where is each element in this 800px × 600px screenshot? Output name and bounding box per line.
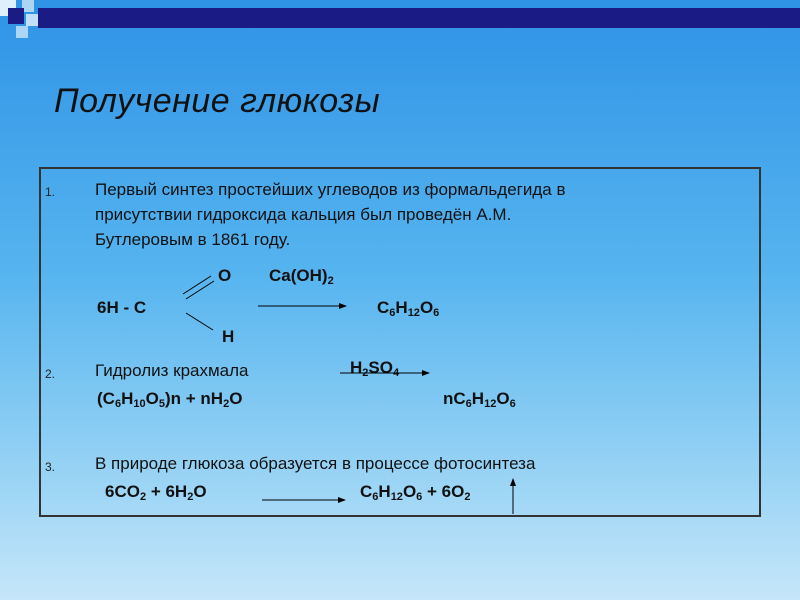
top-decoration-bar (0, 0, 800, 30)
formula-part: H (378, 482, 391, 501)
photosynthesis-reactants (105, 482, 207, 503)
top-dark-strip (38, 8, 800, 28)
formula-part: C (360, 482, 373, 501)
formula-part: + 6O (422, 482, 465, 501)
formaldehyde-oxygen: O (218, 266, 232, 285)
subscript: 12 (390, 491, 403, 503)
text-line: Бутлеровым в 1861 году. (95, 230, 291, 249)
text-line: Первый синтез простейших углеводов из формальдегида в (95, 180, 566, 199)
subscript: 12 (484, 398, 497, 410)
formula-part: O (496, 389, 510, 408)
formula-part: H (471, 389, 485, 408)
subscript: 5 (158, 398, 165, 410)
subscript: 6 (389, 307, 396, 319)
subscript: 6 (509, 398, 516, 410)
subscript: 6 (416, 491, 423, 503)
decor-square (16, 26, 28, 38)
formula-part: C (377, 298, 390, 317)
subscript: 2 (139, 491, 147, 503)
subscript: 2 (223, 398, 230, 410)
slide-title: Получение глюкозы (54, 82, 381, 120)
list-number: 3. (45, 460, 56, 474)
subscript: 6 (465, 398, 472, 410)
catalyst-sulfuric-acid (350, 358, 399, 379)
subscript: 6 (114, 398, 122, 410)
formaldehyde-hydrogen: H (222, 327, 235, 346)
formula-part: 6CO (105, 482, 140, 501)
subscript: 4 (392, 367, 400, 379)
formula-part: + 6H (146, 482, 188, 501)
subscript: 2 (327, 275, 334, 287)
formaldehyde-reactant: 6H - C (97, 298, 147, 317)
formula-part: (C (97, 389, 115, 408)
list-item-text (95, 177, 565, 252)
formula-part: H (121, 389, 134, 408)
decor-square (26, 14, 38, 26)
list-number: 2. (45, 367, 56, 381)
formula-part: O (402, 482, 417, 501)
formula-part: H (350, 358, 363, 377)
decor-square (8, 8, 24, 24)
formula-part: SO (368, 358, 393, 377)
catalyst-calcium-hydroxide (269, 266, 334, 287)
subscript: 10 (133, 398, 146, 410)
list-item-text: В природе глюкоза образуется в процессе фотосинтеза (95, 454, 536, 473)
formula-part: H (395, 298, 408, 317)
photosynthesis-products (360, 482, 470, 503)
starch-reactant (97, 389, 242, 410)
glucose-product (443, 389, 516, 410)
subscript: 6 (433, 307, 440, 319)
glucose-product (377, 298, 439, 319)
formula-part: O (193, 482, 207, 501)
formula-part: nC (443, 389, 466, 408)
subscript: 2 (187, 491, 194, 503)
list-number: 1. (45, 185, 56, 199)
subscript: 2 (362, 367, 369, 379)
formula-part: O (419, 298, 434, 317)
formula-part: )n + nH (164, 389, 224, 408)
formula-part: O (229, 389, 243, 408)
subscript: 12 (407, 307, 420, 319)
catalyst-formula: Ca(OH) (269, 266, 328, 285)
list-item-text: Гидролиз крахмала (95, 361, 249, 380)
subscript: 2 (464, 491, 471, 503)
text-line: присутствии гидроксида кальция был проведён А.М. (95, 205, 512, 224)
formula-part: O (145, 389, 159, 408)
subscript: 6 (372, 491, 379, 503)
